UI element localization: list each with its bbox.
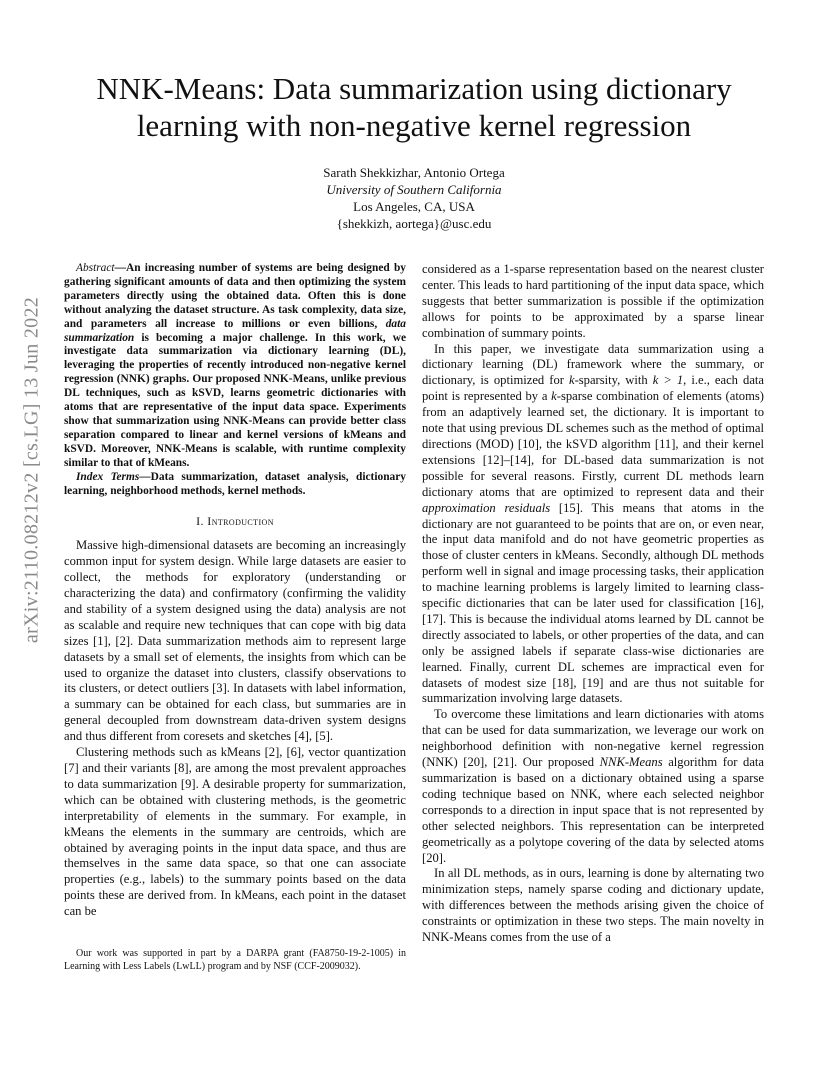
- abstract-text-2: is becoming a major challenge. In this work, we investigate data summarization via dictionary learning (DL), leveraging the properties of recently introduced non-negative kernel regression (NNK) graphs. Our proposed NNK-Means, unlike previous DL techniques, such as kSVD, learns geometric dictionaries with atoms that are representative of the input data space. Experiments show that summarization using NNK-Means can provide better class separation compared to linear and kernel versions of kMeans and kSVD. Moreover, NNK-Means is scalable, with runtime complexity similar to that of kMeans.: [64, 331, 406, 469]
- index-terms: [64, 471, 406, 499]
- footnote: Our work was supported in part by a DARPA grant (FA8750-19-2-1005) in Learning with Less Labels (LwLL) program and by NSF (CCF-2009032).: [64, 948, 406, 972]
- right-p2-part-b: -sparsity, with: [574, 373, 653, 388]
- section-heading-introduction: I. Introduction: [196, 514, 274, 529]
- intro-paragraph-2: Clustering methods such as kMeans [2], [6], vector quantization [7] and their variants [8], are among the most prevalent approaches to data summarization [9]. A desirable property for summarization, which can be obtained with clustering methods, is the geometric interpretability of elements in the summary. For example, in kMeans the elements in the summary are centroids, which are obtained by averaging points in the input data space, and thus are themselves in the same data space, so that one can associate properties (e.g., labels) to the summary points based on the data points these are derived from. In kMeans, each point in the dataset can be: [64, 745, 406, 919]
- left-column: [64, 262, 406, 920]
- right-p2-part-c: , i.e., each data point is represented by a: [422, 373, 764, 404]
- abstract-text: —An increasing number of systems are being designed by gathering significant amounts of data and then optimizing the system parameters directly using the obtained data. Often this is done without analyzing the dataset structure. As task complexity, data size, and parameters all increase to millions or even billions,: [64, 262, 406, 330]
- title-line-1: NNK-Means: Data summarization using dictionary: [96, 71, 732, 106]
- abstract-emphasis: data summarization: [64, 317, 406, 344]
- math-k: k: [568, 373, 575, 388]
- abstract: [64, 262, 406, 471]
- author-block: [62, 164, 766, 232]
- approximation-residuals-emphasis: approximation residuals: [422, 500, 551, 515]
- arxiv-stamp: [4, 160, 60, 780]
- author-names: Sarath Shekkizhar, Antonio Ortega: [323, 165, 505, 180]
- affiliation: University of Southern California: [326, 182, 502, 197]
- paper-title: [62, 70, 766, 144]
- arxiv-stamp-text: arXiv:2110.08212v2 [cs.LG] 13 Jun 2022: [20, 296, 43, 644]
- nnk-means-emphasis: NNK-Means: [599, 755, 663, 770]
- index-terms-lead: Index Terms: [76, 470, 140, 483]
- intro-paragraph-1: Massive high-dimensional datasets are becoming an increasingly common input for system design. While large datasets are easier to collect, the methods for exploratory (understanding or characterizing the data) and confirmatory (confirming the validity and stability of a system designed using the data) analysis are not as scalable and require new techniques that can cope with big data sizes [1], [2]. Data summarization methods aim to represent large datasets by a small set of elements, the insights from which can be used to organize the dataset into clusters, classify observations to its clusters, or detect outliers [3]. In datasets with label information, a summary can be obtained for each class, but summaries are in general decoupled from downstream data-driven system designs and thus different from coresets and sketches [4], [5].: [64, 538, 406, 744]
- right-p2-part-d: -sparse combination of elements (atoms) from an adaptively learned set, the dictionary. It is important to note that using previous DL schemes such as the method of optimal directions (MOD) [10], the kSVD algorithm [11], and their kernel extensions [12]–[14], for DL-based data summarization is not possible for several reasons. Firstly, current DL methods learn dictionary atoms that are optimized to represent data and their: [422, 389, 764, 499]
- title-line-2: learning with non-negative kernel regression: [136, 108, 692, 143]
- abstract-lead: Abstract: [76, 262, 115, 274]
- right-p2-part-a: In this paper, we investigate data summarization using a dictionary learning (DL) framework where the summary, or dictionary, is optimized for: [422, 341, 764, 388]
- right-column: [422, 262, 764, 946]
- math-k-2: k: [551, 389, 557, 404]
- email: {shekkizh, aortega}@usc.edu: [336, 216, 492, 231]
- right-p3-part-b: algorithm for data summarization is based on a dictionary obtained using a sparse coding technique based on NNK, where each selected neighbor corresponds to a direction in input space that is not represented by other selected neighbors. This representation can be interpreted geometrically as a polytope covering of the data by selected atoms [20].: [422, 755, 764, 865]
- right-p3-part-a: To overcome these limitations and learn dictionaries with atoms that can be used for data summarization, we leverage our work on neighborhood definition with non-negative kernel regression (NNK) [20], [21]. Our proposed: [422, 707, 764, 770]
- location: Los Angeles, CA, USA: [353, 199, 475, 214]
- right-paragraph-1: considered as a 1-sparse representation based on the nearest cluster center. This leads to hard partitioning of the input data space, which suggests that better summarization is possible if the optimization allows for points to be approximated by a sparse linear combination of summary points.: [422, 262, 764, 340]
- right-paragraph-3: [422, 707, 764, 866]
- index-terms-text: —Data summarization, dataset analysis, dictionary learning, neighborhood methods, kernel methods.: [64, 470, 406, 497]
- right-paragraph-4: In all DL methods, as in ours, learning is done by alternating two minimization steps, namely sparse coding and dictionary update, with differences between the methods arising given the choice of constraints or optimization in these two steps. The main novelty in NNK-Means comes from the use of a: [422, 866, 764, 945]
- right-paragraph-2: [422, 342, 764, 708]
- right-p2-part-e: [15]. This means that atoms in the dictionary are not guaranteed to be points that are on, or even near, the input data manifold and do not have geometric properties as those of cluster centers in kMeans. Secondly, although DL methods perform well in signal and image processing tasks, their application to machine learning problems is largely limited to learning class-specific dictionaries that can be later used for classification [16], [17]. This is because the individual atoms learned by DL cannot be directly associated to labels, or other properties of the data, and can only be assigned labels if separate class-wise dictionaries are learned. Finally, current DL schemes are impractical even for datasets of modest size [18], [19] and are thus not suitable for summarization involving large datasets.: [422, 500, 764, 706]
- math-k-gt-1: k > 1: [652, 373, 684, 388]
